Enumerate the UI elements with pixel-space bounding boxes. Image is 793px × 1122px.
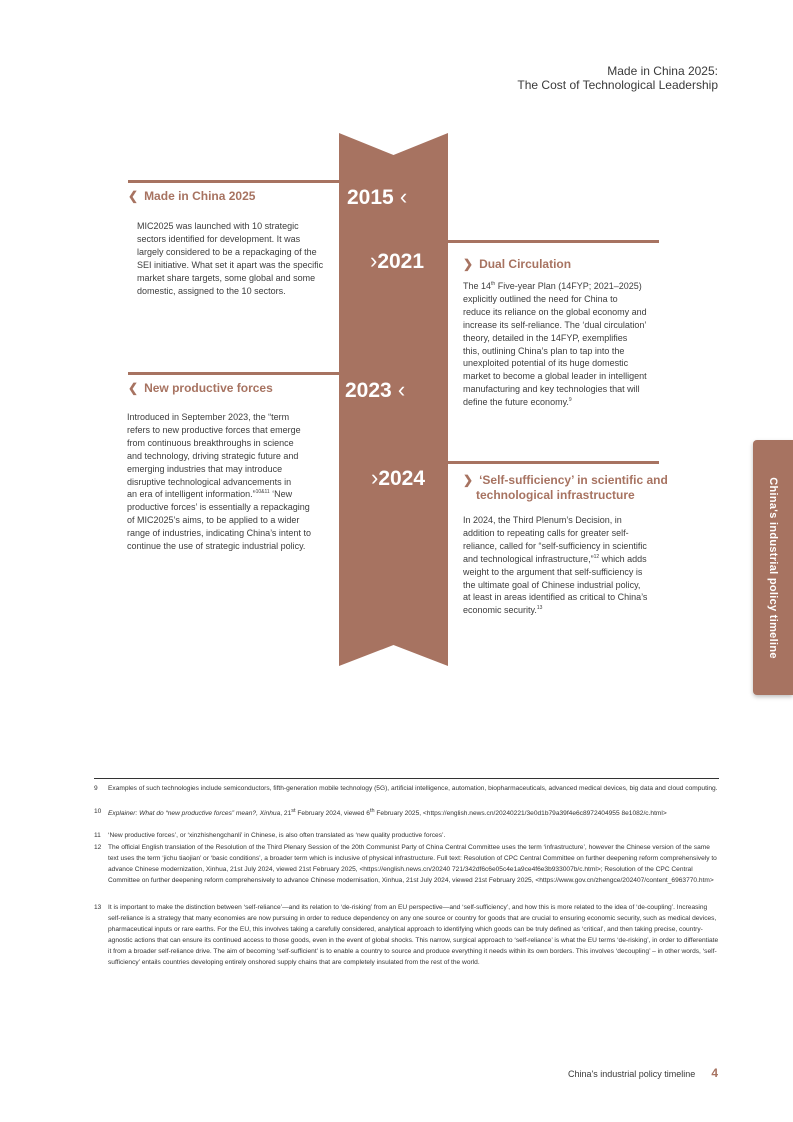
footnote-ref-9[interactable]: 9 — [568, 397, 572, 404]
entry-body-dual-circulation: The 14th Five-year Plan (14FYP; 2021–2025) explicitly outlined the need for China to reduce its reliance on the global economy and increase its self-reliance. The ‘dual circulation’ theory, detailed in the 14FYP, exemplifies this, outlining China’s plan to tap into the unexploited potential of its huge domestic market to become a global leader in intelligent manufacturing and key technologies that will define the future economy.$^9$ — [463, 281, 647, 408]
footnote-13: 13 It is important to make the distinction between ‘self-reliance’—and its relation to ‘de-risking’ from an EU perspective—and ‘self-sufficiency’, and how this is more related to the idea of ‘de-coupling’. Increasing self-reliance is a strategy that many economies are now pursuing in order to reduce dependency on any one source or country for goods that are crucial to ensuring economic security, such as medical devices, pharmaceutical inputs or rare earths. For the EU, this involves taking a carefully considered, analytical approach to identifying which goods can be truly defined as ‘critical’, and then taking precise, country-agnostic actions that can ensure its continued access to those goods, even in the event of global shocks. This narrow, surgical approach to ‘self-reliance’ is what the EU terms ‘de-risking’, in order to differentiate it from a broader self-reliance drive. The aim of becoming ‘self-sufficient’ is to enable a country to source and produce everything it needs within its own borders. This involves ‘decoupling’ – in other words, ‘self-sufficiency’ entails countries developing entirely onshored supply chains that are completely insulated from the rest of the world. — [94, 904, 719, 966]
page-footer — [568, 1066, 718, 1080]
footnote-12: 12 The official English translation of the Resolution of the Third Plenary Session of the 20th Communist Party of China Central Committee uses the term ‘infrastructure’, however the Chinese version of the same text uses the term ‘jichu tiaojian’ or ‘basic conditions’, a broader term which is inclusive of physical infrastructure. Full text: Resolution of CPC Central Committee on further deepening reform comprehensively to advance Chinese modernization, Xinhua, 21st July 2024, viewed 21st February 2025, <https://english.news.cn/20240 721/342df6c6e05c4e1a9ce4f6e3b933007b/c.html>; Resolution of the CPC Central Committee on further deepening reform comprehensively to advance Chinese modernisation, Xinhua, 21st July 2024, viewed 21st February 2025, <https://www.gov.cn/zhengce/202407/content_6963770.htm> — [94, 844, 717, 884]
chevron-left-icon: ‹ — [393, 184, 408, 209]
entry-body-self-sufficiency: In 2024, the Third Plenum’s Decision, in addition to repeating calls for greater self- reliance, called for “self-sufficiency in scientific and technological infrastructure,”$^{12}$ which adds weight to the argument that self-sufficiency is the ultimate goal of Chinese industrial policy, at least in areas identified as critical to China’s economic security.$^{13}$ — [463, 515, 648, 616]
year-2015: 2015 ‹ — [347, 184, 408, 209]
connector-line-2015 — [128, 180, 340, 183]
chevron-right-icon: › — [371, 465, 379, 490]
side-tab[interactable] — [753, 440, 793, 695]
connector-line-2024 — [448, 461, 659, 464]
entry-body-new-productive-forces: Introduced in September 2023, the “term refers to new productive forces that emerge from continuous breakthroughs in science and technology, driving strategic future and emerging industries that may introduce disruptive technological advancements in an era of intelligent information.”$^{10\&11}$ ‘New productive forces’ is essentially a repackaging of MIC2025’s aims, to be applied to a wider range of industries, indicating China’s intent to continue the use of strategic industrial policy. — [127, 412, 311, 552]
entry-body-mic2025: MIC2025 was launched with 10 strategic sectors identified for development. It was largely considered to be a repackaging of the SEI initiative. What set it apart was the specific market share targets, some global and some domestic, assigned to the 10 sectors. — [137, 221, 324, 296]
footnote-ref-12[interactable]: 12 — [593, 553, 600, 560]
entry-heading-new-productive-forces: ❮ New productive forces — [128, 381, 273, 395]
chevron-left-icon: ❮ — [128, 189, 139, 203]
header-title-line2: The Cost of Technological Leadership — [517, 78, 718, 92]
header-title-line1: Made in China 2025: — [607, 64, 718, 78]
footnote-rule — [94, 778, 719, 779]
connector-line-2021 — [448, 240, 659, 243]
footnote-10-link[interactable]: February 2025, <https://english.news.cn/20240221/3e0d1b79a39f4e6c8972404955 8e1082/c.html> — [374, 810, 667, 818]
side-tab-label: China's industrial policy timeline — [767, 476, 779, 659]
footnote-ref-13[interactable]: 13 — [536, 605, 543, 612]
entry-heading-dual-circulation: ❯ Dual Circulation — [463, 257, 572, 271]
running-header — [517, 64, 718, 92]
connector-line-2023 — [128, 372, 340, 375]
footnote-10: 10 Explainer: What do “new productive forces” mean?, Xinhua, 21st February 2024, viewed 6th February 2025, <https://english.news.cn/20240221/3e0d1b79a39f4e6c8972404955 8e1082/c.html> — [94, 808, 667, 818]
chevron-right-icon: › — [370, 248, 378, 273]
footnote-ref-10-11[interactable]: 10&11 — [255, 489, 270, 496]
chevron-right-icon: ❯ — [463, 257, 474, 271]
entry-heading-mic2025: ❮ Made in China 2025 — [128, 189, 256, 203]
year-2021: ›2021 — [370, 248, 425, 273]
year-2024: ›2024 — [371, 465, 426, 490]
footnote-11: 11 ‘New productive forces’, or ‘xinzhishengchanli’ in Chinese, is also often translated as ‘new quality productive forces’. — [94, 832, 446, 839]
chevron-right-icon: ❯ — [463, 473, 474, 487]
chevron-left-icon: ❮ — [128, 381, 139, 395]
chevron-left-icon: ‹ — [391, 377, 406, 402]
footnote-9: 9 Examples of such technologies include semiconductors, fifth-generation mobile technology (5G), artificial intelligence, automation, biopharmaceuticals, advanced medical devices, big data and cloud computing. — [94, 785, 718, 792]
page-number: 4 — [711, 1066, 718, 1080]
footer-label: China's industrial policy timeline — [568, 1069, 696, 1079]
year-2023: 2023 ‹ — [345, 377, 406, 402]
entry-heading-self-sufficiency: ❯ ‘Self-sufficiency’ in scientific and technological infrastructure — [463, 473, 668, 502]
